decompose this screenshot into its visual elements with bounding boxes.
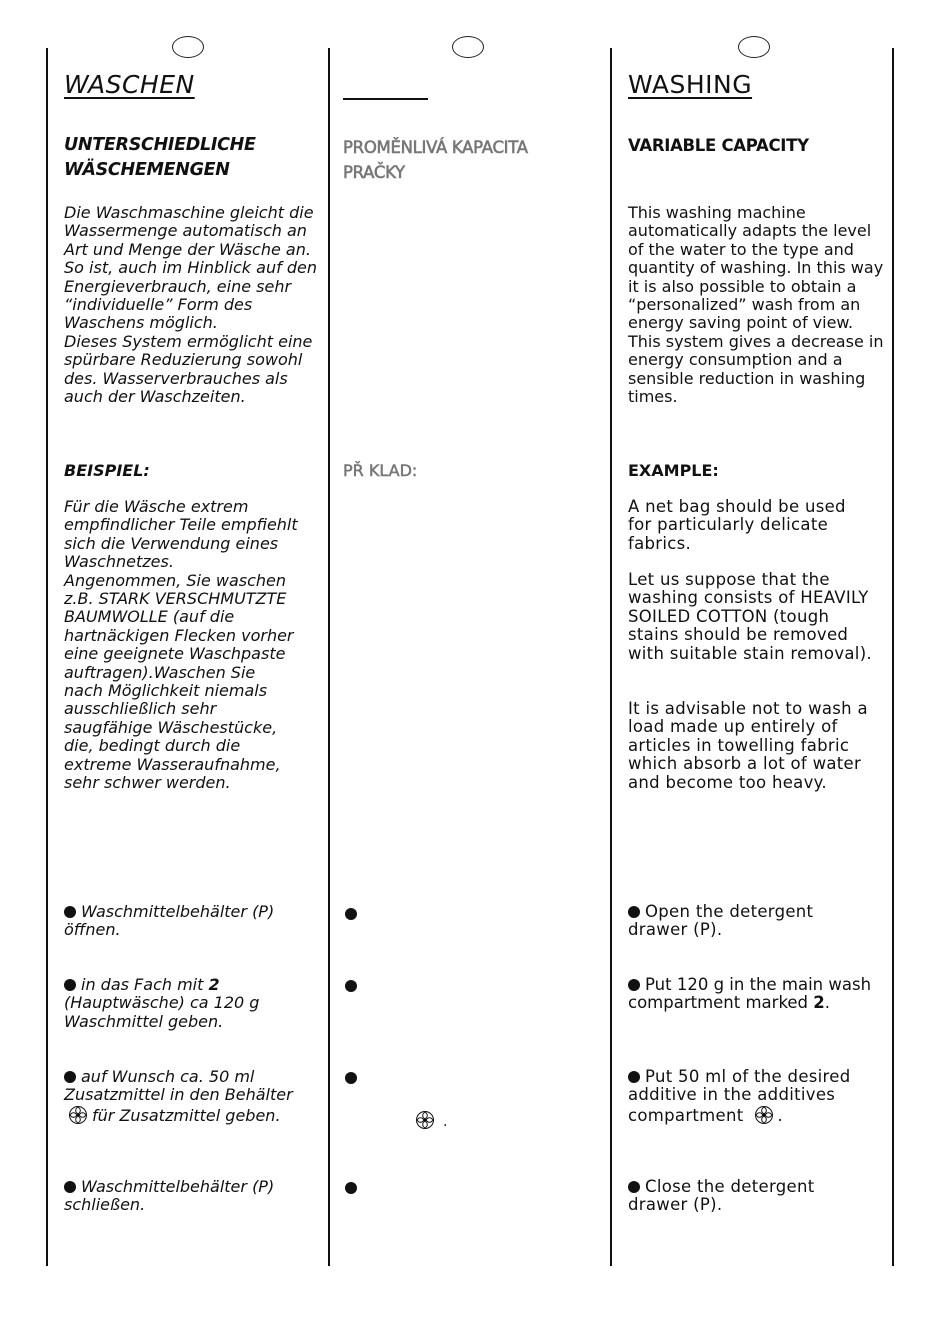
- bullet-dot-icon: [64, 1181, 76, 1193]
- step-open-drawer-en: Open the detergent drawer (P).: [628, 902, 814, 940]
- step-close-drawer-en: Close the detergent drawer (P).: [628, 1177, 815, 1215]
- section-heading-de: UNTERSCHIEDLICHE WÄSCHEMENGEN: [64, 135, 256, 180]
- flower-additive-icon: [754, 1105, 774, 1129]
- language-circle-icon: [172, 36, 204, 58]
- bullet-dot-icon: [345, 1072, 357, 1084]
- step-add-additive-de: auf Wunsch ca. 50 ml Zusatzmittel in den Behälter für Zusatzmittel geben.: [64, 1068, 293, 1129]
- page-title-en: WASHING: [628, 70, 753, 99]
- bullet-dot-icon: [345, 1182, 357, 1194]
- example-text-2-en: Let us suppose that the washing consists of HEAVILY SOILED COTTON (tough stains should be removed with suitable stain removal).: [628, 570, 872, 663]
- step-close-drawer-de: Waschmittelbehälter (P) schließen.: [64, 1177, 275, 1215]
- example-text-3-en: It is advisable not to wash a load made up entirely of articles in towelling fabric which absorb a lot of water and become too heavy.: [628, 699, 868, 792]
- bullet-dot-icon: [64, 906, 76, 918]
- step-add-detergent-en: Put 120 g in the main wash compartment marked 2.: [628, 975, 872, 1013]
- language-circle-icon: [452, 36, 484, 58]
- example-text-1-en: A net bag should be used for particularly delicate fabrics.: [628, 497, 846, 553]
- bullet-dot-icon: [628, 1181, 640, 1193]
- step-open-drawer-de: Waschmittelbehälter (P) öffnen.: [64, 902, 275, 940]
- example-label-de: BEISPIEL:: [64, 461, 150, 480]
- language-circle-icon: [738, 36, 770, 58]
- bullet-dot-icon: [628, 979, 640, 991]
- step-add-detergent-de: in das Fach mit 2 (Hauptwäsche) ca 120 g Waschmittel geben.: [64, 975, 260, 1031]
- bullet-dot-icon: [64, 979, 76, 991]
- bullet-dot-icon: [345, 908, 357, 920]
- additive-marker-cz: .: [415, 1110, 447, 1134]
- bullet-dot-icon: [628, 1071, 640, 1083]
- intro-text-en: This washing machine automatically adapts the level of the water to the type and quantity of washing. In this way it is also possible to obtain a “personalized” wash from an energy saving point of view. This system gives a decrease in energy consumption and a sensible reduction in washing times.: [628, 203, 884, 407]
- column-divider-right: [892, 48, 894, 1266]
- flower-additive-icon: [68, 1105, 88, 1129]
- bullet-dot-icon: [345, 980, 357, 992]
- example-label-cz: PŘ KLAD:: [343, 461, 418, 480]
- title-underline-cz: [343, 98, 428, 100]
- column-divider-left: [46, 48, 48, 1266]
- bullet-dot-icon: [64, 1071, 76, 1083]
- bullet-dot-icon: [628, 906, 640, 918]
- example-label-en: EXAMPLE:: [628, 461, 719, 480]
- flower-additive-icon: [415, 1110, 435, 1134]
- page-title-de: WASCHEN: [64, 70, 195, 99]
- example-text-de: Für die Wäsche extrem empfindlicher Teile empfiehlt sich die Verwendung eines Waschnetzes. Angenommen, Sie waschen z.B. STARK VERSCHMUTZTE BAUMWOLLE (auf die hartnäckigen Flecken vorher eine geeignete Waschpaste auftragen).Waschen Sie nach Möglichkeit niemals ausschließlich sehr saugfähige Wäschestücke, die, bedingt durch die extreme Wasseraufnahme, sehr schwer werden.: [64, 497, 298, 793]
- section-heading-en: VARIABLE CAPACITY: [628, 136, 809, 155]
- intro-text-de: Die Waschmaschine gleicht die Wassermenge automatisch an Art und Menge der Wäsche an. So ist, auch im Hinblick auf den Energieverbrauch, eine sehr “individuelle” Form des Waschens möglich. Dieses System ermöglicht eine spürbare Reduzierung sowohl des. Wasserverbrauches als auch der Waschzeiten.: [64, 203, 317, 407]
- section-heading-cz: PROMĚNLIVÁ KAPACITA PRAČKY: [343, 138, 528, 182]
- column-divider-mid-left: [328, 48, 330, 1266]
- column-divider-mid-right: [610, 48, 612, 1266]
- step-add-additive-en: Put 50 ml of the desired additive in the additives compartment .: [628, 1068, 851, 1129]
